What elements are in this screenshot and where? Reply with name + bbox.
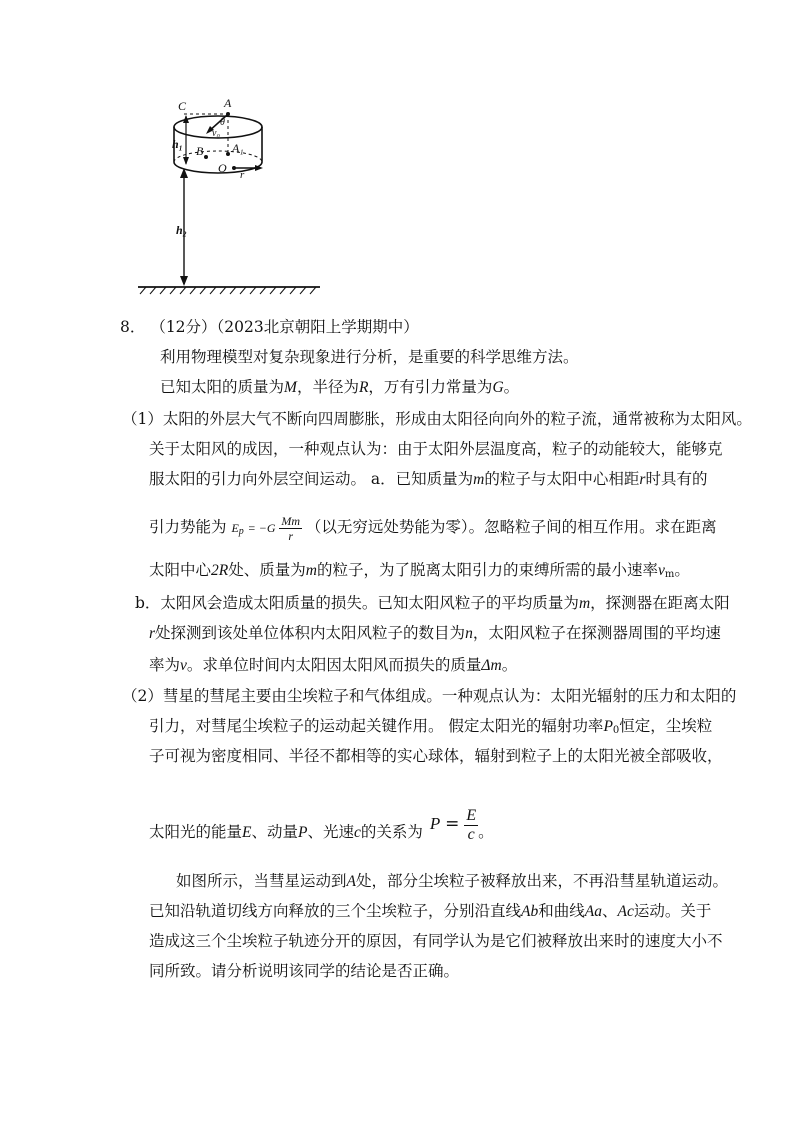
question-header: [120, 317, 419, 337]
part1-line5: 太阳中心2R处、质量为m的粒子，为了脱离太阳引力的束缚所需的最小速率$v_m$。: [149, 561, 690, 580]
part1-line3: 服太阳的引力向外层空间运动。 a．已知质量为m的粒子与太阳中心相距r时具有的: [149, 470, 708, 488]
part2-line1: （2）彗星的彗尾主要由尘埃粒子和气体组成。一种观点认为：太阳光辐射的压力和太阳的: [122, 687, 737, 705]
given-line: 已知太阳的质量为M，半径为R，万有引力常量为G。: [160, 378, 520, 396]
partb-line2: r处探测到该处单位体积内太阳风粒子的数目为n，太阳风粒子在探测器周围的平均速: [149, 624, 721, 642]
part1-line1: （1）太阳的外层大气不断向四周膨胀，形成由太阳径向向外的粒子流，通常被称为太阳风。: [122, 410, 752, 428]
part2-line4: 太阳光的能量E、动量P、光速c的关系为 P = $\frac{E}{c}$ 。: [149, 802, 494, 855]
part2-line2: 引力，对彗尾尘埃粒子的运动起关键作用。 假定太阳光的辐射功率$P_0$恒定，尘埃粒: [149, 717, 713, 736]
partb-line3: 率为v。求单位时间内太阳因太阳风而损失的质量Δm。: [149, 656, 518, 674]
potential-energy-formula: $E_p = -G$ $\frac{Mm}{r}$: [231, 514, 300, 543]
cylinder-diagram: [130, 92, 330, 302]
label-a: A: [224, 96, 232, 110]
part3-line1: 如图所示，当彗星运动到A处，部分尘埃粒子被释放出来，不再沿彗星轨道运动。: [176, 872, 728, 890]
part3-line4: 同所致。请分析说明该同学的结论是否正确。: [149, 962, 460, 980]
part3-line3: 造成这三个尘埃粒子轨迹分开的原因，有同学认为是它们被释放出来时的速度大小不: [149, 932, 723, 950]
question-score: （12分）: [150, 318, 217, 336]
partb-line1: b．太阳风会造成太阳质量的损失。已知太阳风粒子的平均质量为m，探测器在距离太阳: [135, 594, 730, 612]
label-a1: A₁: [232, 141, 244, 155]
cylinder-figure: [130, 92, 330, 302]
label-theta: θ: [220, 117, 225, 128]
label-r: r: [240, 169, 245, 181]
part2-line3: 子可视为密度相同、半径不都相等的实心球体，辐射到粒子上的太阳光被全部吸收，: [149, 747, 723, 765]
part3-line2: 已知沿轨道切线方向释放的三个尘埃粒子，分别沿直线Ab和曲线Aa、Ac运动。关于: [149, 902, 712, 920]
label-b: B: [196, 144, 204, 158]
label-h1: h₁: [172, 137, 183, 151]
momentum-formula: P = $\frac{E}{c}$: [429, 806, 477, 843]
label-c: C: [178, 99, 187, 113]
label-o: O: [218, 161, 227, 175]
question-source: （2023北京朝阳上学期期中）: [216, 318, 419, 336]
label-v0: v₀: [212, 128, 220, 139]
part1-line2: 关于太阳风的成因，一种观点认为：由于太阳外层温度高，粒子的动能较大，能够克: [149, 440, 723, 458]
label-h2: h₂: [176, 223, 187, 237]
intro-line: 利用物理模型对复杂现象进行分析，是重要的科学思维方法。: [160, 348, 579, 366]
question-number: 8．: [120, 318, 146, 336]
part1-line4: 引力势能为 $E_p = -G$ $\frac{Mm}{r}$ （以无穷远处势能为零）。忽略粒子间的相互作用。求在距离: [149, 514, 717, 543]
